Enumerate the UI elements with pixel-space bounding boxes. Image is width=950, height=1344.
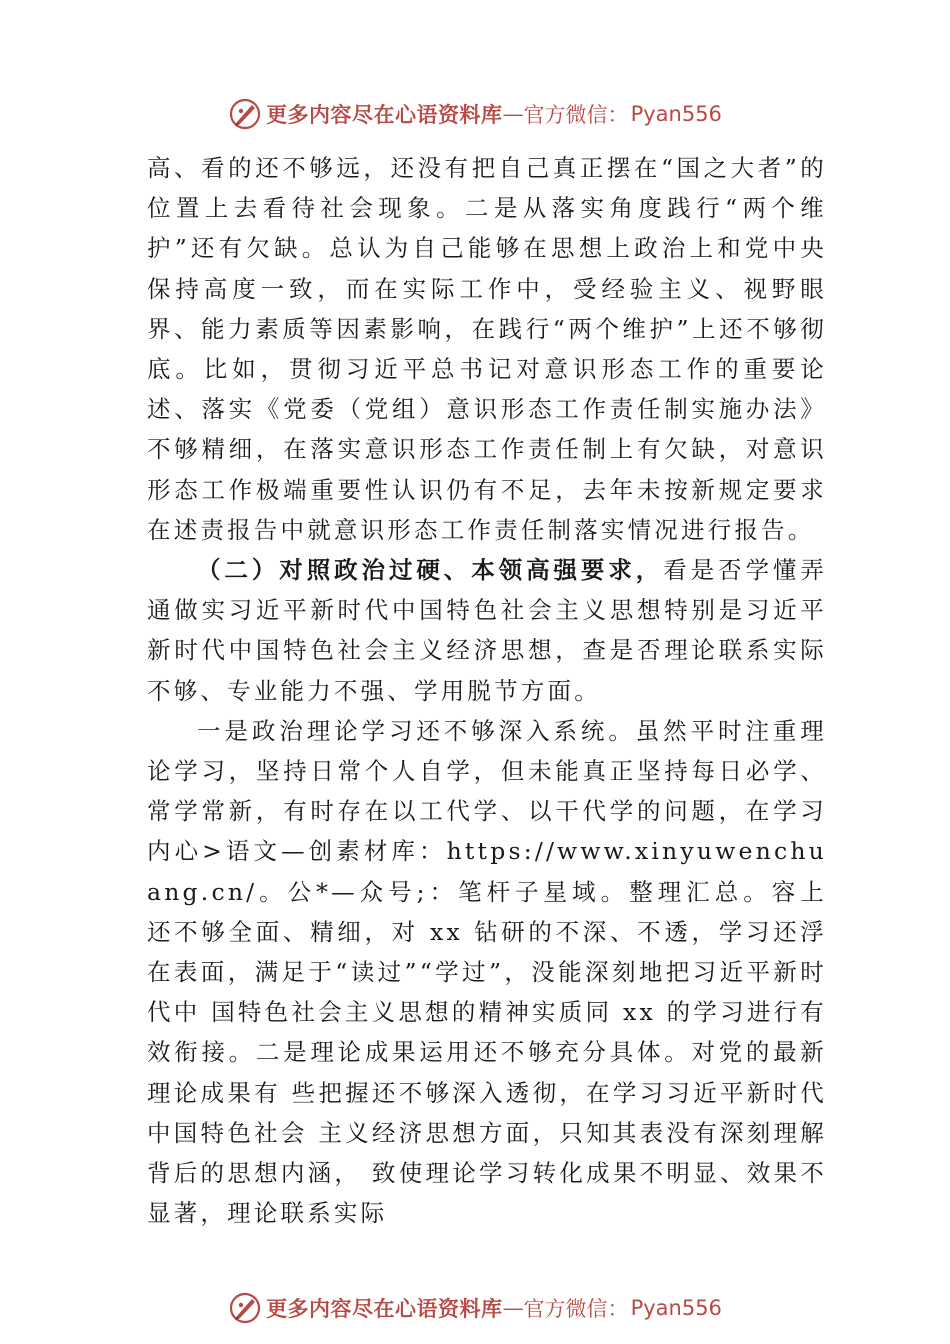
document-body (147, 148, 827, 1233)
paragraph-1: 高、看的还不够远，还没有把自己真正摆在“国之大者”的位置上去看待社会现象。二是从落实角度践行“两个维护”还有欠缺。总认为自己能够在思想上政治上和党中央保持高度一致，而在实际工作中，受经验主义、视野眼界、能力素质等因素影响，在践行“两个维护”上还不够彻底。比如，贯彻习近平总书记对意识形态工作的重要论述、落实《党委（党组）意识形态工作责任制实施办法》不够精细，在落实意识形态工作责任制上有欠缺，对意识形态工作极端重要性认识仍有不足，去年未按新规定要求在述责报告中就意识形态工作责任制落实情况进行报告。 (147, 154, 827, 544)
section-heading: （二）对照政治过硬、本领高强要求， (197, 556, 664, 585)
pen-logo-icon (228, 1291, 262, 1325)
section-heading-rest: 看是否学懂弄通做实习近平新时代中国特色社会主义思想特别是习近平新时代中国特色社会主义经济思想，查是否理论联系实际不够、专业能力不强、学用脱节方面。 (147, 556, 827, 705)
banner-wechat-id: Pyan556 (630, 102, 722, 126)
banner-text: 更多内容尽在心语资料库 (266, 1296, 503, 1321)
banner-wechat-id: Pyan556 (630, 1296, 722, 1320)
footer-banner (0, 1286, 950, 1330)
paragraph-3: 一是政治理论学习还不够深入系统。虽然平时注重理论学习，坚持日常个人自学，但未能真正坚持每日必学、常学常新，有时存在以工代学、以干代学的问题，在学习内心>语文—创素材库：https://www.xinyuwenchuang.cn/。公*—众号;：笔杆子星域。整理汇总。容上 还不够全面、精细，对 xx 钻研的不深、不透，学习还浮在表面，满足于“读过”“学过”，没能深刻地把习近平新时代中 国特色社会主义思想的精神实质同 xx 的学习进行有效衔接。二是理论成果运用还不够充分具体。对党的最新理论成果有 些把握还不够深入透彻，在学习习近平新时代中国特色社会 主义经济思想方面，只知其表没有深刻理解背后的思想内涵， 致使理论学习转化成果不明显、效果不显著，理论联系实际 (147, 716, 827, 1228)
pen-logo-icon (228, 97, 262, 131)
paragraph-2 (147, 550, 827, 711)
banner-separator: — (502, 102, 524, 126)
banner-wechat-label: 官方微信： (523, 1297, 629, 1321)
banner-text: 更多内容尽在心语资料库 (266, 102, 503, 127)
banner-wechat-label: 官方微信： (523, 103, 629, 127)
banner-separator: — (502, 1296, 524, 1320)
header-banner (0, 92, 950, 136)
